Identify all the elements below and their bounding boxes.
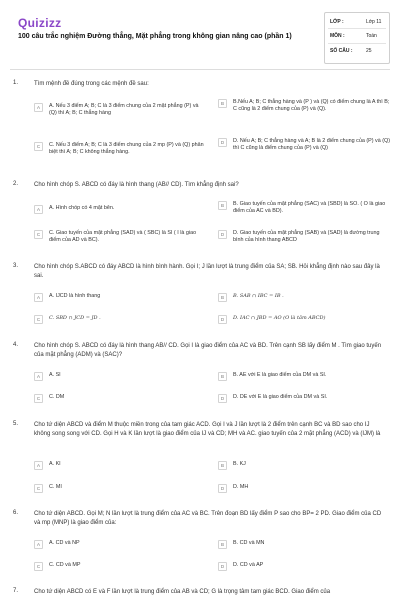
option-letter: A	[34, 540, 43, 549]
option-letter: D	[218, 315, 227, 324]
question-number: 4.	[13, 342, 19, 348]
option-letter: A	[34, 293, 43, 302]
option-text: B. KJ	[233, 461, 246, 467]
question-text: Cho hình chóp S. ABCD có đáy là hình thang AB// CD. Gọi I là giao điểm của AC và BD. Trên cạnh SB lấy điểm M . Tìm giao tuyến của mặt phẳng (ADM) và (SAC)?	[34, 343, 382, 358]
option-a[interactable]	[34, 293, 206, 302]
question-number: 6.	[13, 510, 19, 516]
option-text: A. Hình chóp có 4 mặt bên.	[49, 205, 115, 211]
option-text: D. DE với E là giao điểm của DM và SI.	[233, 394, 328, 400]
option-d[interactable]	[218, 562, 390, 571]
question-text: Cho hình chóp S.ABCD có đáy ABCD là hình bình hành. Gọi I; J lần lượt là trung điểm của SA; SB. Hỏi khẳng định nào sau đây là sai.	[34, 264, 380, 279]
quizizz-logo: Quizizz	[18, 16, 62, 30]
option-a[interactable]	[34, 461, 206, 470]
option-b[interactable]	[218, 540, 390, 549]
option-text: A. Nếu 3 điểm A; B; C là 3 điểm chung của 2 mặt phẳng (P) và (Q) thì A; B; C thẳng hàng	[49, 103, 199, 116]
option-a[interactable]	[34, 205, 206, 214]
option-text: D. IAC ∩ JBD = AO (O là tâm ABCD)	[233, 315, 326, 321]
option-letter: D	[218, 138, 227, 147]
option-d[interactable]	[218, 138, 390, 152]
option-b[interactable]	[218, 293, 390, 302]
option-letter: B	[218, 201, 227, 210]
info-divider	[328, 43, 386, 44]
option-letter: B	[218, 372, 227, 381]
option-text: C. MI	[49, 484, 62, 490]
option-b[interactable]	[218, 99, 390, 113]
option-text: C. DM	[49, 394, 65, 400]
option-text: C. SBD ∩ JCD = JD .	[49, 315, 101, 321]
option-letter: A	[34, 372, 43, 381]
question-number: 2.	[13, 181, 19, 187]
class-label: LỚP :	[330, 19, 344, 25]
question-text: Cho tứ diện ABCD. Gọi M; N lần lượt là trung điểm của AC và BC. Trên đoạn BD lấy điểm P sao cho BP= 2 PD. Giao điểm của CD và mp (MNP) là giao điểm của:	[34, 511, 382, 526]
option-letter: C	[34, 315, 43, 324]
option-b[interactable]	[218, 372, 390, 381]
question-number: 1.	[13, 80, 19, 86]
option-d[interactable]	[218, 484, 390, 493]
option-text: B. AE với E là giao điểm của DM và SI.	[233, 372, 327, 378]
option-d[interactable]	[218, 230, 390, 244]
option-d[interactable]	[218, 394, 390, 403]
header-divider	[10, 69, 390, 70]
option-text: A. CD và NP	[49, 540, 80, 546]
option-letter: D	[218, 230, 227, 239]
option-letter: A	[34, 461, 43, 470]
option-c[interactable]	[34, 315, 206, 324]
question-text: Cho hình chóp S. ABCD có đáy là hình thang (AB// CD). Tìm khẳng định sai?	[34, 182, 239, 188]
option-c[interactable]	[34, 142, 206, 156]
option-text: C. Nếu 3 điểm A; B; C là 3 điểm chung của 2 mp (P) và (Q) phân biệt thì A; B; C không thẳng hàng.	[49, 142, 204, 155]
question-text: Tìm mệnh đề đúng trong các mệnh đề sau:	[34, 81, 149, 87]
option-text: D. Giao tuyến của mặt phẳng (SAB) và (SAD) là đường trung bình của hình thang ABCD	[233, 230, 380, 243]
option-letter: C	[34, 142, 43, 151]
option-text: A. IJCD là hình thang	[49, 293, 101, 299]
option-letter: C	[34, 230, 43, 239]
option-text: C. Giao tuyến của mặt phẳng (SAD) và ( SBC) là SI ( I là giao điểm của AD và BC).	[49, 230, 197, 243]
option-letter: D	[218, 484, 227, 493]
option-text: B. CD và MN	[233, 540, 265, 546]
option-letter: B	[218, 293, 227, 302]
worksheet-title: 100 câu trắc nghiệm Đường thẳng, Mặt phẳng trong không gian nâng cao (phần 1)	[18, 33, 292, 40]
option-c[interactable]	[34, 562, 206, 571]
option-letter: A	[34, 205, 43, 214]
option-letter: C	[34, 562, 43, 571]
option-letter: C	[34, 484, 43, 493]
option-letter: B	[218, 540, 227, 549]
option-letter: D	[218, 394, 227, 403]
option-text: D. MH	[233, 484, 249, 490]
info-divider	[328, 28, 386, 29]
option-text: D. Nếu A; B; C thẳng hàng và A; B là 2 điểm chung của (P) và (Q) thì C cũng là điểm chung của (P) và (Q)	[233, 138, 391, 151]
option-a[interactable]	[34, 540, 206, 549]
option-a[interactable]	[34, 103, 206, 117]
option-c[interactable]	[34, 394, 206, 403]
option-text: C. CD và MP	[49, 562, 81, 568]
question-text: Cho tứ diện ABCD và điểm M thuộc miền trong của tam giác ACD. Gọi I và J lần lượt là 2 điểm trên cạnh BC và BD sao cho IJ không song song với CD. Gọi H và K lần lượt là giao điểm của IJ và CD; MH và AC. giao tuyến của 2 mặt phẳng (ACD) và (IJM) là	[34, 422, 381, 437]
option-b[interactable]	[218, 461, 390, 470]
question-number: 3.	[13, 263, 19, 269]
option-text: B. Giao tuyến của mặt phẳng (SAC) và (SBD) là SO. ( O là giao điểm của AC và BD).	[233, 201, 386, 214]
option-c[interactable]	[34, 230, 206, 244]
option-letter: B	[218, 99, 227, 108]
question-text: Cho tứ diện ABCD có E và F lần lượt là trung điểm của AB và CD; G là trọng tâm tam giác BCD. Giao điểm của	[34, 589, 331, 595]
worksheet-header	[0, 0, 400, 68]
option-c[interactable]	[34, 484, 206, 493]
option-text: B. SAB ∩ IBC = IB .	[233, 293, 284, 299]
option-letter: A	[34, 103, 43, 112]
option-letter: D	[218, 562, 227, 571]
worksheet-info-box	[324, 12, 390, 64]
count-label: SỐ CÂU :	[330, 48, 353, 54]
option-a[interactable]	[34, 372, 206, 381]
option-text: A. KI	[49, 461, 61, 467]
option-b[interactable]	[218, 201, 390, 215]
class-value: Lớp 11	[366, 19, 382, 25]
count-value: 25	[366, 48, 372, 54]
option-d[interactable]	[218, 315, 390, 324]
option-text: B.Nếu A; B; C thẳng hàng và (P ) và (Q) có điểm chung là A thì B; C cũng là 2 điểm chung của (P) và (Q).	[233, 99, 390, 112]
subject-label: MÔN :	[330, 33, 345, 39]
option-letter: C	[34, 394, 43, 403]
option-text: D. CD và AP	[233, 562, 264, 568]
question-number: 5.	[13, 421, 19, 427]
option-text: A. SI	[49, 372, 61, 378]
question-number: 7.	[13, 588, 19, 594]
option-letter: B	[218, 461, 227, 470]
subject-value: Toán	[366, 33, 377, 39]
